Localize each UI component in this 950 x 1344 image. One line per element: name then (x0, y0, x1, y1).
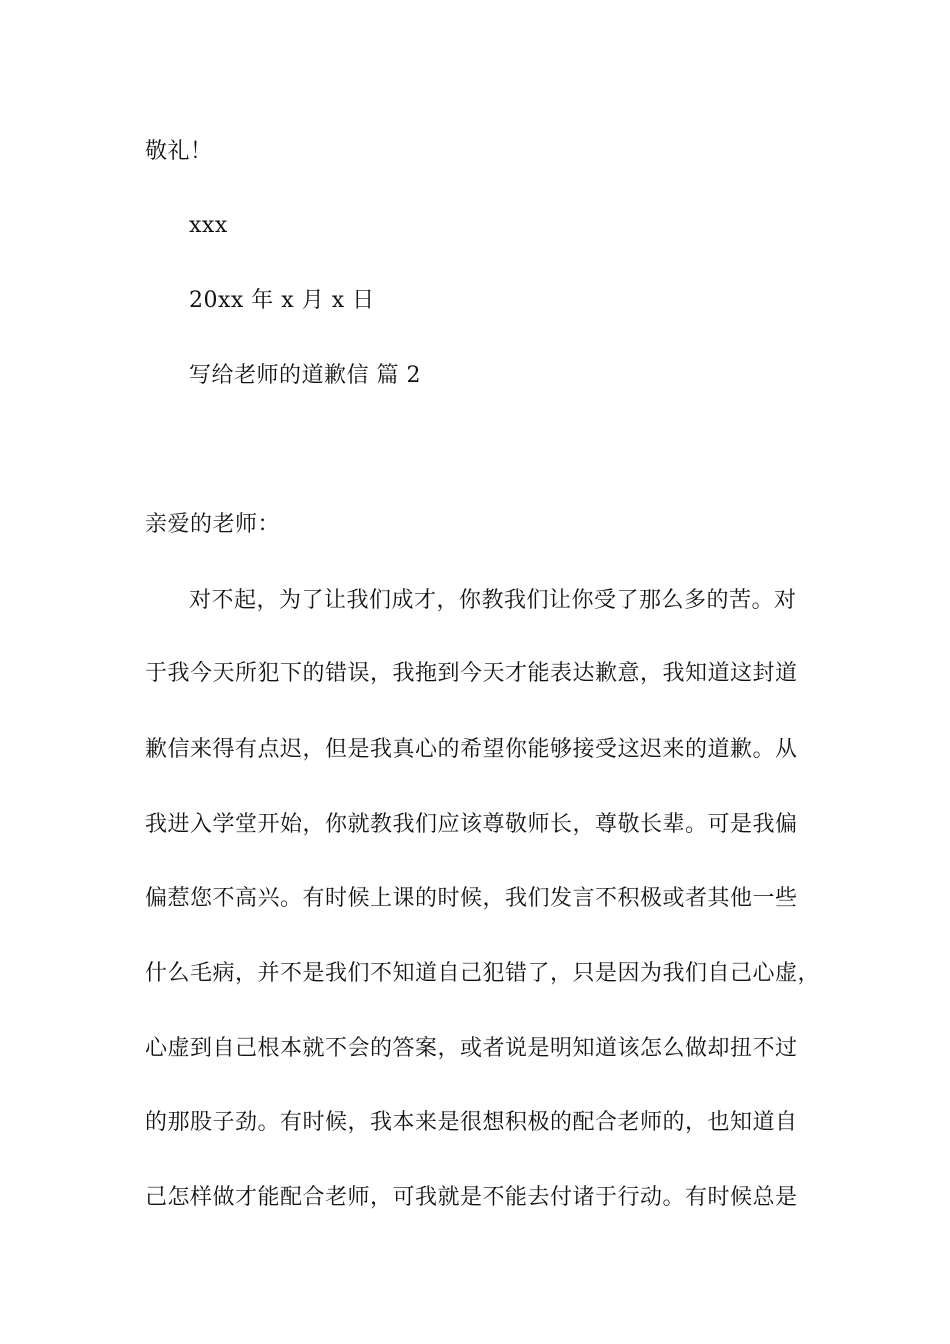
body-line: 于我今天所犯下的错误，我拖到今天才能表达歉意，我知道这封道 (145, 661, 798, 686)
body-line: 歉信来得有点迟，但是我真心的希望你能够接受这迟来的道歉。从 (145, 737, 798, 762)
body-line: 己怎样做才能配合老师，可我就是不能去付诸于行动。有时候总是 (145, 1185, 798, 1210)
body-line: 心虚到自己根本就不会的答案，或者说是明知道该怎么做却扭不过 (145, 1036, 798, 1061)
body-line: 的那股子劲。有时候，我本来是很想积极的配合老师的，也知道自 (145, 1110, 798, 1135)
body-line: 什么毛病，并不是我们不知道自己犯错了，只是因为我们自己心虚， (145, 961, 821, 986)
body-line: 偏惹您不高兴。有时候上课的时候，我们发言不积极或者其他一些 (145, 886, 798, 911)
section-heading: 写给老师的道歉信 篇 2 (189, 363, 421, 388)
body-line: 我进入学堂开始，你就教我们应该尊敬师长，尊敬长辈。可是我偏 (145, 812, 798, 837)
body-line: 对不起，为了让我们成才，你教我们让你受了那么多的苦。对 (189, 588, 797, 613)
letter-date: 20xx 年 x 月 x 日 (189, 288, 375, 313)
letter-salutation: 亲爱的老师： (145, 512, 281, 537)
letter-closing: 敬礼！ (145, 139, 213, 164)
letter-signature: xxx (189, 213, 228, 238)
